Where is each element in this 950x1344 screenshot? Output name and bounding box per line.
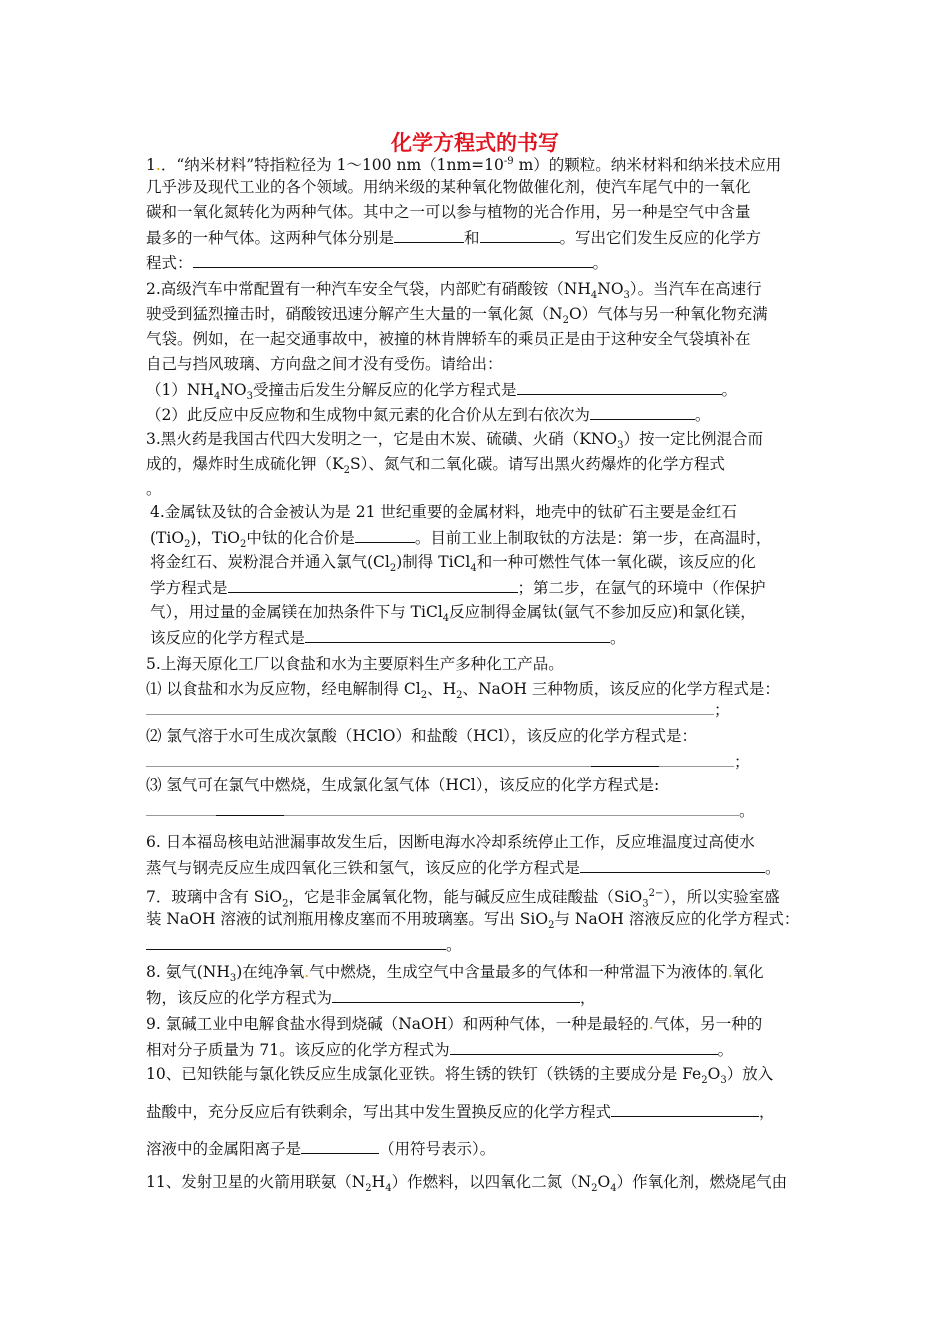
q1-line-5: 程式： 。: [146, 254, 609, 272]
answer-blank[interactable]: [517, 379, 722, 395]
q3-line-1: 3.黑火药是我国古代四大发明之一，它是由木炭、硫磺、火硝$(KNO_3)$按一定比例混合而: [146, 430, 764, 452]
q8-line-2: 物，该反应的化学方程式为 ，: [146, 989, 596, 1007]
q8-line-1: 8. 氨气$(NH_3)$在纯净氧.气中燃烧，生成空气中含量最多的气体和一种常温下为液体的.氧化: [146, 963, 764, 985]
q4-line-5: 气），用过量的金属镁在加热条件下与 TiCl$_4$反应制得金属钛(氩气不参加反应)和氯化镁，: [150, 603, 756, 625]
q3-line-3: 。: [146, 480, 162, 498]
answer-blank[interactable]: [216, 800, 284, 816]
q3-line-2: 成的，爆炸时生成硫化钾$(K_2S)$、氮气和二氧化碳。请写出黑火药爆炸的化学方程式: [146, 455, 725, 477]
q7-line-3: 。: [146, 934, 462, 955]
answer-blank[interactable]: [193, 252, 593, 268]
q4-line-3: 将金红石、炭粉混合并通入氯气$(Cl_2)$制得 TiCl$_4$和一种可燃性气体一氧化碳，该反应的化: [150, 553, 756, 575]
q2-line-1: 2.高级汽车中常配置有一种汽车安全气袋，内部贮有硝酸铵$(NH_4NO_3)$。当汽车在高速行: [146, 280, 762, 302]
q6-line-2: 蒸气与钢壳反应生成四氧化三铁和氢气，该反应的化学方程式是 。: [146, 859, 781, 877]
q9-line-2: 相对分子质量为 71。该反应的化学方程式为 。: [146, 1041, 734, 1059]
page-title: 化学方程式的书写: [391, 131, 559, 155]
q5-sub-3-answer: 。: [146, 800, 755, 821]
mark-dot: .: [304, 963, 310, 981]
answer-blank[interactable]: [146, 934, 446, 950]
q2-sub-1: $(1)NH_4NO_3$受撞击后发生分解反应的化学方程式是 。: [146, 381, 738, 403]
q11-line-1: 11、发射卫星的火箭用联氨$(N_2H_4)$作燃料，以四氧化二氮$(N_2O_4)$作氧化剂，燃烧尾气由: [146, 1173, 788, 1195]
q1-line-4: 最多的一种气体。这两种气体分别是 和 。写出它们发生反应的化学方: [146, 229, 762, 247]
answer-blank[interactable]: [228, 577, 518, 593]
answer-blank[interactable]: [611, 1101, 759, 1117]
answer-blank[interactable]: [305, 627, 610, 643]
q5-sub-1-answer: ；: [146, 699, 730, 720]
answer-line[interactable]: [146, 800, 216, 816]
q5-sub-2: ⑵ 氯气溶于水可生成次氯酸（HClO）和盐酸（HCl），该反应的化学方程式是：: [146, 727, 698, 745]
answer-line[interactable]: [659, 751, 734, 767]
q2-sub-2: （2）此反应中反应物和生成物中氮元素的化合价从左到右依次为 。: [146, 406, 711, 424]
q5-line-1: 5.上海天原化工厂以食盐和水为主要原料生产多种化工产品。: [146, 655, 564, 673]
q5-sub-3: ⑶ 氢气可在氯气中燃烧，生成氯化氢气体（HCl），该反应的化学方程式是:: [146, 776, 660, 794]
q1-line-2: 几乎涉及现代工业的各个领域。用纳米级的某种氧化物做催化剂，使汽车尾气中的一氧化: [146, 178, 751, 196]
answer-line[interactable]: [146, 751, 591, 767]
answer-blank[interactable]: [591, 751, 659, 767]
answer-blank[interactable]: [394, 227, 464, 243]
mark-dot: .: [155, 156, 161, 175]
q4-line-1: 4.金属钛及钛的合金被认为是 21 世纪重要的金属材料，地壳中的钛矿石主要是金红石: [150, 503, 737, 521]
q4-line-2: (TiO$_2$)，TiO$_2$中钛的化合价是 。目前工业上制取钛的方法是：第一步，在高温时，: [150, 529, 772, 551]
q4-line-4: 学方程式是 ；第二步，在氩气的环境中（作保护: [150, 579, 766, 597]
q6-line-1: 6. 日本福岛核电站泄漏事故发生后，因断电海水冷却系统停止工作，反应堆温度过高使水: [146, 833, 755, 851]
answer-blank[interactable]: [355, 527, 415, 543]
q9-line-1: 9. 氯碱工业中电解食盐水得到烧碱（NaOH）和两种气体，一种是最轻的.气体，另一种的: [146, 1015, 763, 1033]
q10-line-1: 10、已知铁能与氯化铁反应生成氯化亚铁。将生锈的铁钉（铁锈的主要成分是 $Fe_2O_3$）放入: [146, 1065, 774, 1087]
q7-line-1: 7．玻璃中含有 SiO$_2$，它是非金属氧化物，能与碱反应生成硅酸盐（SiO$_3^{2-}$），所以实验室盛: [146, 888, 780, 910]
answer-blank[interactable]: [301, 1138, 379, 1154]
answer-blank[interactable]: [580, 857, 765, 873]
answer-line[interactable]: [284, 800, 739, 816]
answer-blank[interactable]: [450, 1039, 718, 1055]
q5-sub-2-answer: ；: [146, 751, 750, 772]
q2-line-4: 自己与挡风玻璃、方向盘之间才没有受伤。请给出：: [146, 355, 503, 373]
answer-blank[interactable]: [332, 987, 580, 1003]
q1-line-1: 1.．“纳米材料”特指粒径为 1～100 $nm(1nm=10^{-9}$ m）的颗粒。纳米材料和纳米技术应用: [146, 156, 782, 175]
answer-line[interactable]: [146, 699, 714, 715]
q10-line-3: 溶液中的金属阳离子是 （用符号表示）。: [146, 1140, 496, 1158]
answer-blank[interactable]: [590, 404, 695, 420]
q4-line-6: 该反应的化学方程式是 。: [150, 629, 626, 647]
q10-line-2: 盐酸中，充分反应后有铁剩余，写出其中发生置换反应的化学方程式 ，: [146, 1103, 775, 1121]
q1-line-3: 碳和一氧化氮转化为两种气体。其中之一可以参与植物的光合作用，另一种是空气中含量: [146, 203, 751, 221]
q7-line-2: 装 NaOH 溶液的试剂瓶用橡皮塞而不用玻璃塞。写出 SiO$_2$与 NaOH 溶液反应的化学方程式：: [146, 910, 800, 932]
mark-dot: .: [648, 1015, 654, 1033]
q2-line-2: 驶受到猛烈撞击时，硝酸铵迅速分解产生大量的一氧化氮$(N_2O)$气体与另一种氧化物充满: [146, 305, 768, 327]
mark-dot: .: [727, 963, 733, 981]
q2-line-3: 气袋。例如，在一起交通事故中，被撞的林肯牌轿车的乘员正是由于这种安全气袋填补在: [146, 330, 751, 348]
answer-blank[interactable]: [480, 227, 560, 243]
q5-sub-1: ⑴ 以食盐和水为反应物，经电解制得 $Cl_2$、$H_2$、NaOH 三种物质，该反应的化学方程式是：: [146, 680, 780, 702]
